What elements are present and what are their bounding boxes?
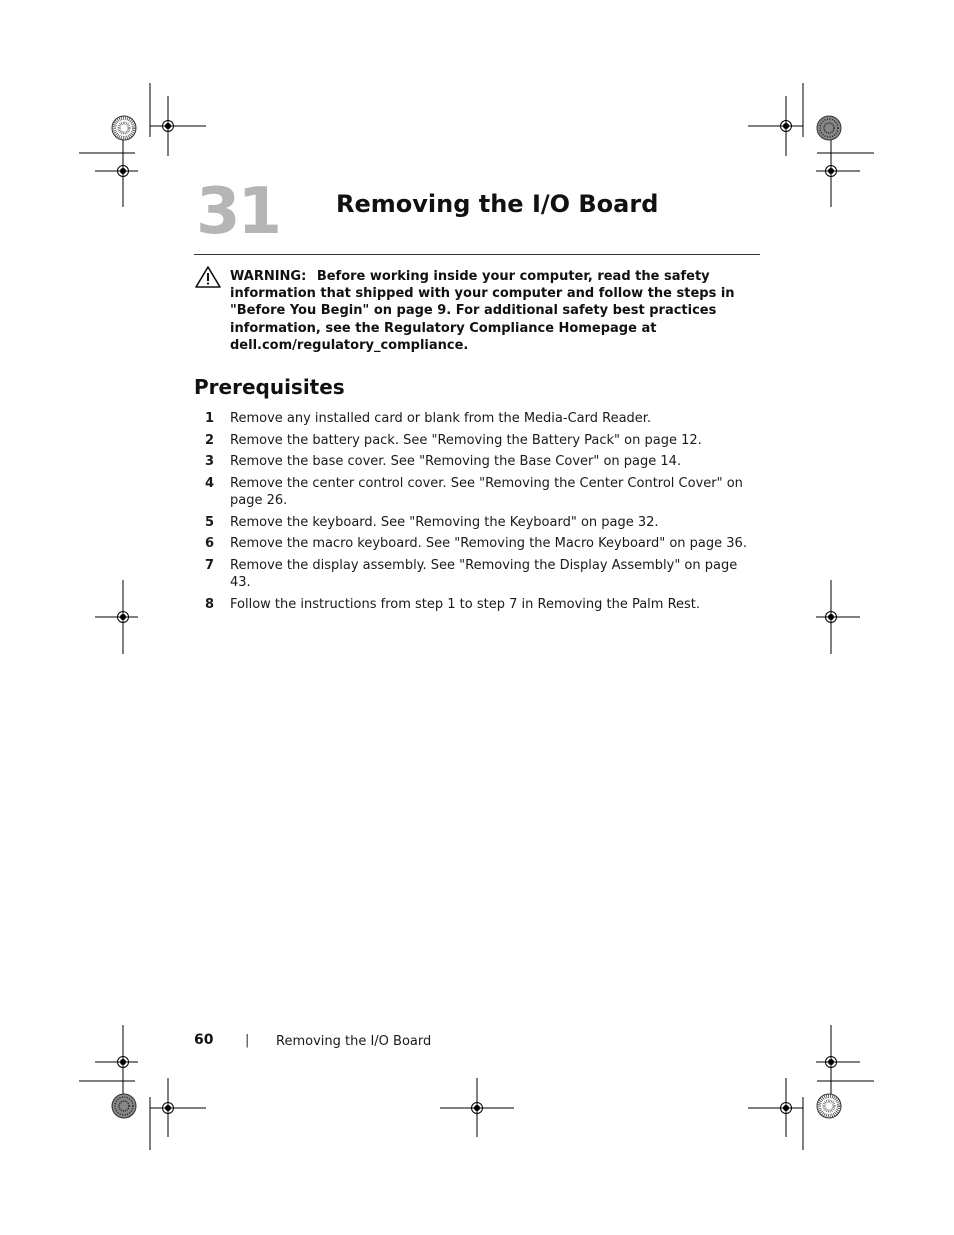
step-number: 1 — [204, 411, 214, 426]
step-number: 2 — [204, 432, 214, 448]
step-text: Remove the battery pack. See "Removing the Battery Pack" on page 12. — [230, 432, 702, 448]
list-item — [194, 410, 754, 427]
list-item — [194, 432, 754, 449]
step-text: Remove the center control cover. See "Removing the Center Control Cover" on page 26. — [230, 476, 743, 509]
step-text: Remove the base cover. See "Removing the Base Cover" on page 14. — [230, 454, 682, 470]
title-divider — [194, 254, 760, 255]
step-number: 4 — [204, 476, 214, 492]
step-text: Follow the instructions from step 1 to step 7 in Removing the Palm Rest. — [230, 596, 701, 612]
page-number: 60 — [194, 1032, 214, 1048]
warning-label: WARNING: — [230, 269, 307, 284]
step-number: 3 — [204, 454, 214, 470]
step-number: 6 — [204, 536, 214, 552]
list-item — [194, 453, 754, 470]
step-number: 7 — [204, 558, 214, 574]
chapter-title: Removing the I/O Board — [336, 190, 659, 218]
list-item — [194, 535, 754, 552]
step-number: 8 — [204, 596, 214, 612]
list-item — [194, 475, 754, 509]
step-text: Remove any installed card or blank from the Media-Card Reader. — [230, 411, 652, 426]
footer-chapter-title: Removing the I/O Board — [276, 1034, 432, 1049]
warning-text: Before working inside your computer, read the safety information that shipped with your computer and follow the steps in "Before You Begin" on page 9. For additional safety best practices information, see the Regulatory Compliance Homepage at dell.com/regulatory_compliance. — [230, 269, 735, 353]
warning-notice — [230, 268, 755, 354]
list-item — [194, 596, 754, 613]
chapter-number: 31 — [196, 175, 280, 249]
warning-triangle-icon — [194, 265, 222, 289]
step-text: Remove the keyboard. See "Removing the Keyboard" on page 32. — [230, 514, 659, 530]
list-item — [194, 557, 754, 591]
prerequisite-steps — [194, 410, 754, 618]
step-number: 5 — [204, 514, 214, 530]
section-heading: Prerequisites — [194, 375, 345, 399]
step-text: Remove the macro keyboard. See "Removing the Macro Keyboard" on page 36. — [230, 536, 747, 552]
step-text: Remove the display assembly. See "Removing the Display Assembly" on page 43. — [230, 558, 738, 591]
list-item — [194, 514, 754, 531]
footer-separator: | — [245, 1033, 250, 1048]
